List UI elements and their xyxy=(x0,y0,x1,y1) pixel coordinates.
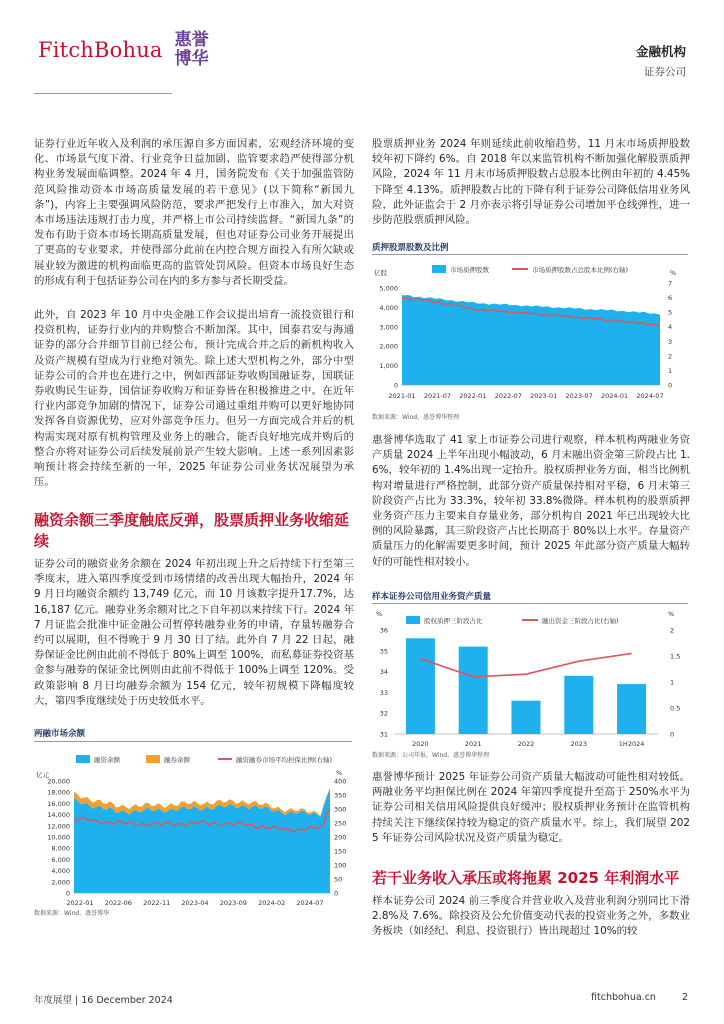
chart1-left-tick-4: 12,000 xyxy=(47,822,70,831)
chart1-right-tick-5: 150 xyxy=(334,847,347,856)
chart1-right-tick-0: 400 xyxy=(334,777,347,786)
brand-logo xyxy=(38,30,211,70)
legend-label-securities: 融券余额 xyxy=(164,756,190,764)
chart1-left-tick-8: 4,000 xyxy=(51,867,70,876)
legend-label-pledge-ratio: 市场质押股数占总股本比例(右轴) xyxy=(532,266,629,274)
chart1-left-tick-0: 20,000 xyxy=(47,777,70,786)
chart2-right-tick-7: 0 xyxy=(668,381,673,390)
chart2-right-unit: % xyxy=(670,269,677,277)
right-paragraph-4: 样本证券公司 2024 前三季度合并营业收入及营业利润分别同比下滑 2.8%及 7.6%。除投资及公允价值变动代表的投资业务之外，多数业务板块（如经纪、利息、投资银行）皆出现超过 10%的较 xyxy=(372,895,690,938)
chart1-source: 数据来源：Wind，惠誉博华 xyxy=(34,910,110,917)
header-divider xyxy=(34,93,172,94)
chart1-x-tick-2: 2022-11 xyxy=(143,899,171,907)
chart3-x-tick-1H2024: 1H2024 xyxy=(618,740,645,748)
chart1-x-tick-4: 2023-09 xyxy=(219,899,247,907)
chart3-financing-line xyxy=(420,653,631,676)
chart3-bar-2022 xyxy=(512,701,541,734)
chart3-x-tick-2022: 2022 xyxy=(517,740,535,748)
chart3-source: 数据来源：公司年报，Wind，惠誉博华整理 xyxy=(372,752,490,759)
chart2-x-tick-5: 2023-07 xyxy=(565,392,593,400)
chart3-x-tick-2021: 2021 xyxy=(464,740,482,748)
chart2-source: 数据来源：Wind，惠誉博华整理 xyxy=(372,414,460,421)
logo-text: FitchBohua xyxy=(38,38,163,62)
legend-swatch-pledged-shares xyxy=(432,265,446,273)
chart3-left-tick-3: 33 xyxy=(379,688,388,697)
chart1-x-tick-6: 2024-07 xyxy=(296,899,324,907)
chart3-left-tick-5: 31 xyxy=(379,730,388,739)
chart2-right-tick-5: 2 xyxy=(668,352,673,361)
chart1-x-tick-5: 2024-02 xyxy=(258,899,286,907)
chart2-x-tick-1: 2021-07 xyxy=(423,392,452,400)
footer-website-link[interactable]: fitchbohua.cn xyxy=(591,992,656,1003)
chart2-right-tick-0: 7 xyxy=(668,279,673,288)
chart3-right-tick-2: 1 xyxy=(670,678,675,687)
chart3-right-unit: % xyxy=(668,610,675,618)
chart3-svg xyxy=(372,604,690,754)
chart2-x-tick-6: 2024-01 xyxy=(600,392,629,400)
header-section xyxy=(636,42,686,79)
left-paragraph-3: 证券公司的融资业务余额在 2024 年初出现上升之后持续下行至第三季度末，进入第四季度受到市场情绪的改善出现大幅抬升，2024 年 9 月日均融资余额约 13,749 亿元，而 10 月该数字提升17.7%，达 16,187 亿元。融券业务余额对比之下自年初以来持续下行。2024 年 7 月证监会批准中证金融公司暂停转融券业务的申请，存量转融券合约可以展期，但不得晚于 9 月 30 日了结。此外自 7 月 22 日起，融券保证金比例由此前不得低于 80%上调至 100%，而私募证券投资基金参与融券的保证金比例则由此前不得低于 100%上调至 120%。受政策影响 8 月日均融券余额为 154 亿元，较年初规模下降幅度较大，第四季度继续处于历史较低水平。 xyxy=(34,558,354,707)
chart1-right-tick-6: 100 xyxy=(334,861,347,870)
footer-right xyxy=(591,992,688,1003)
legend-swatch-financing xyxy=(76,755,90,763)
chart1-left-tick-5: 10,000 xyxy=(47,833,70,842)
chart2-right-tick-4: 3 xyxy=(668,337,673,346)
chart3-left-tick-2: 34 xyxy=(379,668,388,677)
right-paragraph-1: 股票质押业务 2024 年则延续此前收缩趋势，11 月末市场质押股数较年初下降约 6%。自 2018 年以来监管机构不断加强化解股票质押风险，2024 年 11 月末市场质押股数占总股本比例由年初的 4.45%下降至 4.13%。质押股数占比的下降有利于证券公司降低信用业务风险，此外证监会于 2 月亦表示将引导证券公司增加平仓线弹性，进一步防范股票质押风险。 xyxy=(372,138,690,227)
chart3-right-tick-4: 0 xyxy=(670,730,675,739)
legend-label-financing-stage3: 融出资金三阶段占比(右轴) xyxy=(542,617,619,625)
left-paragraph-2: 此外，自 2023 年 10 月中央金融工作会议提出培育一流投资银行和投资机构，证券行业内的并购整合不断加深。其中，国泰君安与海通证券的部分合并细节目前已经公布，预计完成合并之后的新机构收入及资产规模有望成为行业绝对领先。除上述大型机构之外，部分中型证券公司的合并也在进行之中，例如西部证券收购国融证券，国联证券收购民生证券，国信证券收购万和证券皆在积极推进之中。在近年行业内部竞争加剧的情况下，证券公司通过重组并购可以更好地协同发挥各自资源优势，应对外部竞争压力。但另一方面完成合并后的机构需实现对原有机构管理及业务上的融合，能否良好地完成并购后的整合亦将对证券公司后续发展前景产生较大影响。上述一系列因素影响预计将会持续至新的一年，2025 年证券公司业务状况展望为承压。 xyxy=(34,309,354,489)
chart2-left-tick-3: 2,000 xyxy=(379,342,398,351)
chart2-right-tick-1: 6 xyxy=(668,294,673,303)
left-paragraph-1: 证券行业近年收入及利润的承压源自多方面因素，宏观经济环境的变化、市场景气度下滑、行业竞争日益加剧、监管要求趋严使得部分机构业务发展面临调整。2024 年 4 月，国务院发布《关于加强监管防范风险推动资本市场高质量发展的若干意见》(以下简称“新国九条”)，内容上主要强调风险防范，要求严把发行上市准入，加大对资本市场违法违规打击力度，并严格上市公司持续监督。“新国九条”的发布有助于资本市场长期高质量发展，但也对证券公司业务开展提出了更高的专业要求，并使得部分此前在内控合规方面投入有所欠缺或展业较为激进的机构面临更高的监管处罚风险。但资本市场良好生态的形成有利于包括证券公司在内的多方参与者长期受益。 xyxy=(34,138,354,287)
chart2-x-tick-4: 2023-01 xyxy=(530,392,558,400)
legend-label-financing: 融资余额 xyxy=(94,756,120,764)
chart1-left-tick-7: 6,000 xyxy=(51,855,70,864)
right-paragraph-2: 惠誉博华选取了 41 家上市证券公司进行观察，样本机构两融业务资产质量 2024 上半年出现小幅波动，6 月末融出资金第三阶段占比 1.6%，较年初的 1.4%出现一定抬升。股权质押业务方面，相当比例机构对增量进行严格控制，此部分资产质量保持相对平稳，6 月末第三阶段资产占比为 33.3%，较年初 33.8%微降。样本机构的股票质押业务资产压力主要来自存量业务，部分机构自 2021 年已出现较大比例的风险暴露，其三阶段资产占比长期高于 80%以上水平。存量资产质量压力的化解需要更多时间，预计 2025 年此部分资产质量大幅转好的可能性相对较小。 xyxy=(372,434,690,568)
chart2-right-tick-2: 5 xyxy=(668,308,673,317)
chart2-shares-area xyxy=(402,295,660,385)
legend-label-ratio: 融资融券市场平均担保比例(右轴) xyxy=(236,756,333,764)
chart1-right-tick-8: 0 xyxy=(334,889,339,898)
chart2-left-tick-0: 5,000 xyxy=(379,284,398,293)
right-paragraph-3: 惠誉博华预计 2025 年证券公司资产质量大幅波动可能性相对较低。两融业务平均担保比例在 2024 年第四季度提升至高于 250%水平为证券公司相关信用风险提供良好缓冲；股权质押业务预计在监管机构持续关注下继续保持较为稳定的资产质量水平。综上，我们展望 2025 年证券公司风险状况及资产质量为稳定。 xyxy=(372,771,690,844)
footer-report-info: 年度展望 | 16 December 2024 xyxy=(34,995,173,1006)
section-heading-financing: 融资余额三季度触底反弹，股票质押业务收缩延续 xyxy=(34,511,350,550)
chart1-title: 两融市场余额 xyxy=(34,729,86,739)
chart2-left-tick-2: 3,000 xyxy=(379,323,398,332)
chart2-left-unit: 亿股 xyxy=(374,269,387,277)
chart1-left-tick-1: 18,000 xyxy=(47,788,70,797)
chart3-x-tick-2020: 2020 xyxy=(412,740,429,748)
chart3-right-tick-1: 1.5 xyxy=(670,652,681,661)
chart3-left-unit: % xyxy=(376,610,383,618)
chart2-right-tick-6: 1 xyxy=(668,366,673,375)
section-heading-revenue: 若干业务收入承压或将拖累 2025 年利润水平 xyxy=(372,869,680,887)
chart3-left-tick-0: 36 xyxy=(379,626,388,635)
pledged-shares-chart xyxy=(372,241,690,421)
chart1-left-tick-2: 16,000 xyxy=(47,799,70,808)
chart2-left-tick-5: 0 xyxy=(393,381,398,390)
legend-swatch-pledge-stage3 xyxy=(406,616,420,624)
chart1-left-tick-10: 0 xyxy=(65,889,70,898)
chart1-x-tick-3: 2023-04 xyxy=(181,899,209,907)
chart1-x-tick-1: 2022-06 xyxy=(104,899,132,907)
chart3-bar-2020 xyxy=(406,638,435,734)
section-subtitle: 证券公司 xyxy=(644,66,686,78)
chart3-bar-1H2024 xyxy=(617,684,646,734)
chart1-right-tick-1: 350 xyxy=(334,791,347,800)
chart3-bar-2021 xyxy=(459,647,488,734)
chart2-left-tick-1: 4,000 xyxy=(379,303,398,312)
section-title: 金融机构 xyxy=(635,44,686,59)
chart3-bar-2023 xyxy=(564,676,593,734)
chart1-x-tick-0: 2022-01 xyxy=(66,899,94,907)
chart2-left-tick-4: 1,000 xyxy=(379,362,398,371)
page-number: 2 xyxy=(681,992,688,1003)
chart1-left-unit: 亿元 xyxy=(36,771,49,779)
chart1-left-tick-9: 2,000 xyxy=(51,878,70,887)
chart2-svg xyxy=(372,255,690,407)
legend-label-pledged-shares: 市场质押股数 xyxy=(450,266,489,274)
chart1-right-tick-7: 50 xyxy=(334,875,343,884)
chart1-right-tick-4: 200 xyxy=(334,833,347,842)
chart3-title: 样本证券公司信用业务资产质量 xyxy=(372,592,492,602)
chart1-left-tick-6: 8,000 xyxy=(51,844,70,853)
legend-label-pledge-stage3: 股权质押三阶段占比 xyxy=(424,617,483,625)
chart3-right-tick-3: 0.5 xyxy=(670,704,681,713)
chart1-left-tick-3: 14,000 xyxy=(47,811,70,820)
chart1-right-unit: % xyxy=(336,769,343,777)
margin-balance-chart xyxy=(34,727,354,917)
chart1-right-tick-2: 300 xyxy=(334,805,347,814)
chart2-x-tick-2: 2022-01 xyxy=(459,392,487,400)
chart2-x-tick-0: 2021-01 xyxy=(388,392,416,400)
chart3-left-tick-4: 32 xyxy=(379,709,388,718)
asset-quality-chart xyxy=(372,590,690,760)
chart1-right-tick-3: 250 xyxy=(334,819,347,828)
chart3-x-tick-2023: 2023 xyxy=(570,740,588,748)
chart2-x-tick-7: 2024-07 xyxy=(636,392,664,400)
chart2-x-tick-3: 2022-07 xyxy=(494,392,522,400)
chart3-left-tick-1: 35 xyxy=(379,647,388,656)
chart3-right-tick-0: 2 xyxy=(670,626,675,635)
chart1-svg xyxy=(34,741,354,917)
chart2-title: 质押股票股数及比例 xyxy=(372,243,449,253)
logo-chinese-seal: 惠誉博华 xyxy=(174,30,209,69)
chart2-right-tick-3: 4 xyxy=(668,323,673,332)
legend-swatch-securities xyxy=(146,755,160,763)
